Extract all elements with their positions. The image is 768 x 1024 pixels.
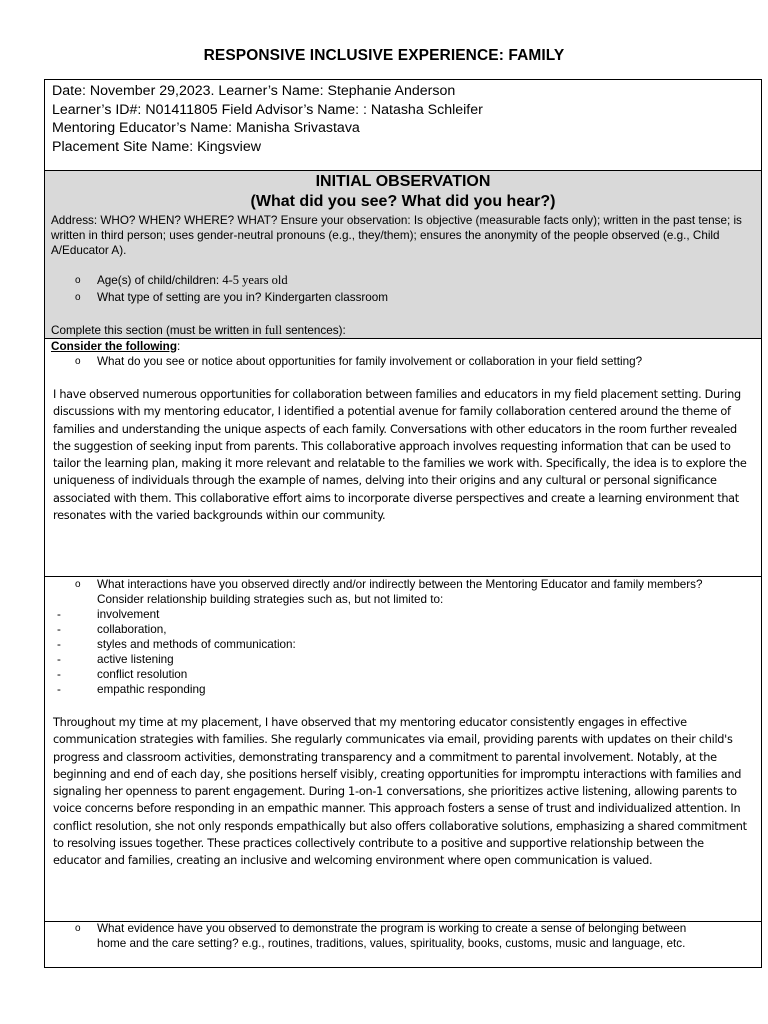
initial-observation-section (44, 170, 762, 339)
interactions-answer: Throughout my time at my placement, I have observed that my mentoring educator consistently engages in effective communication strategies with families. She regularly communicates via email, providing parents with updates on their child's progress and classroom activities, demonstrating transparency and a commitment to parental involvement. Notably, at the beginning and end of each day, she positions herself visibly, creating opportunities for impromptu interactions with families and signaling her openness to parent engagement. During 1-on-1 conversations, she prioritizes active listening, allowing parents to voice concerns before responding in an empathic manner. This approach fosters a sense of trust and individualized attention. In conflict resolution, she not only responds empathically but also offers collaborative solutions, emphasizing a shared commitment to resolving issues together. These practices collectively contribute to a positive and supportive relationship between the educator and families, creating an inclusive and welcoming environment where open communication is valued. (53, 716, 747, 868)
age-label: Age(s) of child/children: (97, 274, 223, 287)
placement-site-line: Placement Site Name: Kingsview (52, 138, 261, 155)
document-title: RESPONSIVE INCLUSIVE EXPERIENCE: FAMILY (203, 47, 565, 64)
complete-instruction-full: full (264, 323, 283, 337)
belonging-question: o What evidence have you observed to demonstrate the program is working to create a sense of belonging between home and the care setting? e.g., routines, traditions, values, spirituality, books, customs, music and language, etc. (45, 921, 761, 951)
strategy-item: - empathic responding (45, 682, 761, 697)
learner-info-box (44, 79, 762, 171)
interactions-question: o What interactions have you observed directly and/or indirectly between the Mentoring Educator and family members? Consider relationship building strategies such as, but not limited to: (45, 577, 761, 607)
initial-observation-subheading: (What did you see? What did you hear?) (250, 193, 556, 210)
setting-bullet: o What type of setting are you in? Kindergarten classroom (45, 290, 761, 305)
interactions-section (44, 576, 762, 922)
id-advisor-line: Learner’s ID#: N01411805 Field Advisor’s Name: : Natasha Schleifer (52, 101, 483, 118)
consider-label: Consider the following (51, 340, 177, 353)
strategy-item: - active listening (45, 652, 761, 667)
address-instructions: Address: WHO? WHEN? WHERE? WHAT? Ensure your observation: Is objective (measurable facts only); written in the past tense; is written in third person; uses gender-neutral pronouns (e.g., they/them); ensures the anonymity of the people observed (e.g., Child A/Educator A). (51, 214, 742, 257)
age-value: 4-5 years old (222, 273, 288, 287)
family-involvement-section (44, 338, 762, 577)
family-involvement-question: o What do you see or notice about opportunities for family involvement or collaboration in your field setting? (45, 354, 761, 369)
family-involvement-answer: I have observed numerous opportunities for collaboration between families and educators in my field placement setting. During discussions with my mentoring educator, I identified a potential avenue for family collaboration centered around the theme of families and understanding the unique aspects of each family. Conversations with other educators in the room further revealed the suggestion of seeking input from parents. This collaborative approach involves requesting information that can be used to tailor the learning plan, making it more relevant and relatable to the families we work with. Specifically, the idea is to explore the uniqueness of individuals through the example of names, delving into their origins and any cultural or personal significance associated with them. This collaborative effort aims to incorporate diverse perspectives and create a learning environment that resonates with the varied backgrounds within our community. (53, 388, 747, 523)
complete-instruction (51, 323, 761, 338)
strategy-item: - conflict resolution (45, 667, 761, 682)
complete-instruction-post: sentences): (282, 324, 346, 337)
consider-heading (51, 339, 761, 354)
strategy-item: - involvement (45, 607, 761, 622)
consider-colon: : (176, 340, 181, 353)
initial-observation-heading: INITIAL OBSERVATION (315, 173, 491, 190)
belonging-section (44, 921, 762, 968)
date-learner-line: Date: November 29,2023. Learner’s Name: Stephanie Anderson (52, 83, 456, 99)
strategy-item: - collaboration, (45, 622, 761, 637)
complete-instruction-pre: Complete this section (must be written in (51, 324, 265, 337)
strategy-item: - styles and methods of communication: (45, 637, 761, 652)
mentoring-educator-line: Mentoring Educator’s Name: Manisha Srivastava (52, 120, 360, 136)
age-bullet (45, 273, 761, 288)
